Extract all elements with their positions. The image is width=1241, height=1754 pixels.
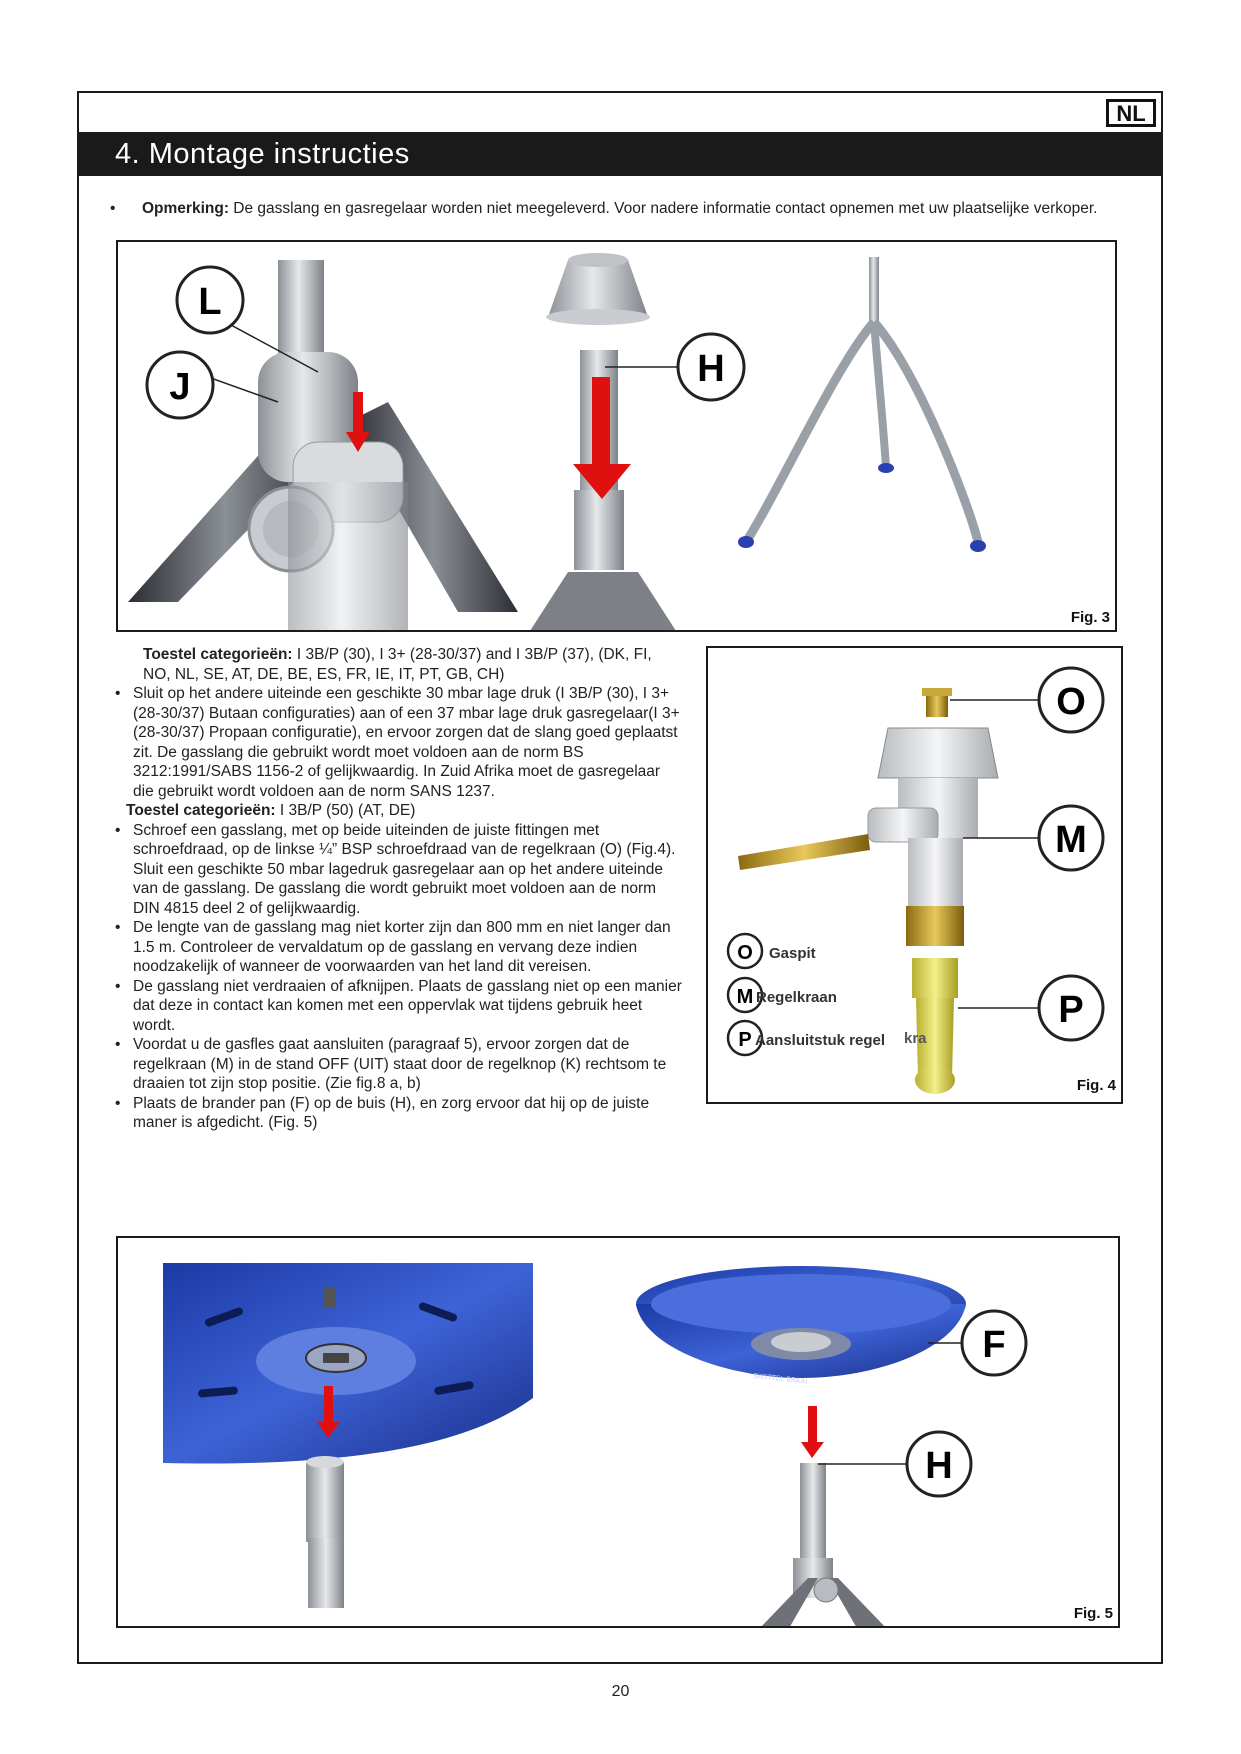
legend-key-O: O [737,942,753,964]
list-item: • De lengte van de gasslang mag niet korter zijn dan 800 mm en niet langer dan 1.5 m. Controleer de vervaldatum op de gasslang en vervang deze indien noodzakelijk of wanneer de voorwaarden van het land dit vereisen. [113,918,683,977]
figure-3 [116,240,1117,632]
figure-3-illustration [118,242,1117,632]
list-item: • Plaats de brander pan (F) op de buis (H), en zorg ervoor dat hij op de juiste maner is afgedicht. (Fig. 5) [113,1094,683,1133]
list-item: • Sluit op het andere uiteinde een geschikte 30 mbar lage druk (I 3B/P (30), I 3+ (28-30/37) Butaan configuraties) aan of een 37 mbar lage druk gasregelaar(I 3+ (28-30/37) Propaan configuratie), en ervoor zorgen dat de slang goed geplaatst zit. De gasslang die gebruikt wordt moet voldoen aan de norm BS 3212:1991/SABS 1156-2 of gelijkwaardig. In Zuid Afrika moet de gasregelaar die gebruikt wordt voldoen aan de norm SANS 1237. [113,684,683,801]
language-badge: NL [1106,99,1156,127]
page-number: 20 [611,1683,630,1700]
category-label: Toestel categorieën: [143,646,293,663]
tripod-legs-photo [738,257,986,552]
list-item: • De gasslang niet verdraaien of afknijpen. Plaats de gasslang niet op een manier dat deze in contact kan komen met een oppervlak wat tijdens gebruik heet wordt. [113,977,683,1036]
category-label: Toestel categorieën: [126,802,276,819]
legend-key-M: M [736,986,754,1008]
pan-underside-photo [163,1263,533,1608]
figure-5-illustration [118,1238,1120,1628]
category-text: I 3B/P (50) (AT, DE) [275,802,416,819]
label-O: O [1056,681,1086,723]
bullet: • [110,200,116,217]
label-F: F [982,1324,1006,1366]
label-H: H [925,1445,953,1487]
figure-4-illustration [708,648,1123,1104]
legend-text-gaspit: Gaspit [769,945,816,962]
figure-5-caption: Fig. 5 [1073,1605,1113,1622]
pan-brand-text: SKOTTEL BRAAI [752,1372,808,1386]
figure-3-caption: Fig. 3 [1070,609,1110,626]
instructions-text [113,645,683,1133]
note-text: De gasslang en gasregelaar worden niet meegeleverd. Voor nadere informatie contact opnemen met uw plaatselijke verkoper. [228,200,1098,217]
legend-text-regelkraan: Regelkraan [756,989,837,1006]
section-title: 4. Montage instructies [79,132,1161,176]
note-label: Opmerking: [142,200,229,217]
label-H: H [697,348,725,390]
figure-4 [706,646,1123,1104]
legend-key-P: P [738,1029,752,1051]
label-P: P [1058,989,1084,1031]
legend-text-aansluitstuk: Aansluitstuk regel [755,1032,886,1049]
figure-5 [116,1236,1120,1628]
label-J: J [169,366,191,408]
category-line-1 [113,645,683,684]
clipped-text: kra [904,1030,927,1047]
tube-and-cone-photo [528,253,678,632]
category-line-2 [113,801,683,821]
list-item: • Voordat u de gasfles gaat aansluiten (paragraaf 5), ervoor zorgen dat de regelkraan (M) in de stand OFF (UIT) staat door de regelknop (K) rechtsom te draaien tot zijn stop positie. (Zie fig.8 a, b) [113,1035,683,1094]
list-item: • Schroef een gasslang, met op beide uiteinden de juiste fittingen met schroefdraad, op de linkse ¼” BSP schroefdraad van de regelkraan (O) (Fig.4). Sluit een geschikte 50 mbar lagedruk gasregelaar aan op het andere uiteinde van de gasslang. De gasslang die wordt gebruikt moet voldoen aan de norm DIN 4815 deel 2 of gelijkwaardig. [113,821,683,919]
label-L: L [198,281,222,323]
note-paragraph [110,199,1100,218]
figure-4-caption: Fig. 4 [1076,1077,1116,1094]
label-M: M [1055,819,1087,861]
category-text: I 3B/P (30), I 3+ (28-30/37) and I 3B/P (37), (DK, FI, NO, NL, SE, AT, DE, BE, ES, FR, IE, IT, PT, GB, CH) [143,646,652,683]
